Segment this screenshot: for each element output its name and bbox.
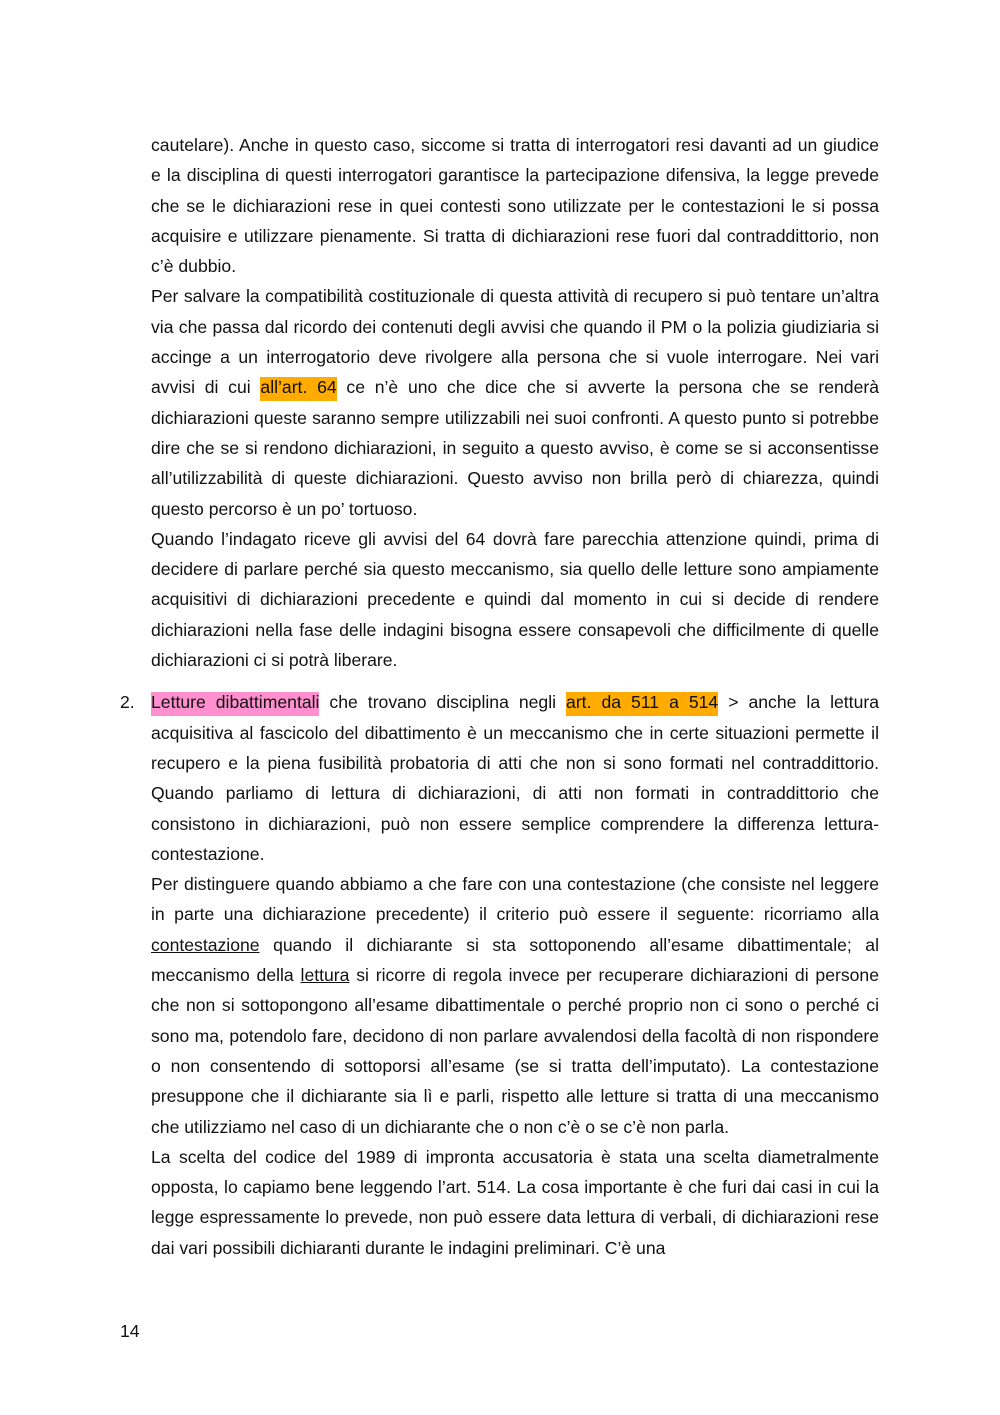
paragraph-avvisi-art-64 bbox=[151, 281, 879, 523]
highlight-letture-dibattimentali: Letture dibattimentali bbox=[151, 692, 319, 716]
document-body bbox=[120, 130, 880, 1263]
paragraph-text: si ricorre di regola invece per recuperare dichiarazioni di persone che non si sottopongono all’esame dibattimentale o perché proprio non ci sono o perché ci sono ma, potendolo fare, decidono di non parlare avvalendosi della facoltà di non rispondere o non consentendo di sottoporsi all’esame (se si tratta dell’imputato). La contestazione presuppone che il dichiarante sia lì e parli, rispetto alle letture si tratta di una meccanismo che utilizziamo nel caso di un dichiarante che o non c’è o se c’è non parla. bbox=[151, 965, 880, 1137]
paragraph-text: Per distinguere quando abbiamo a che fare con una contestazione (che consiste nel leggere in parte una dichiarazione precedente) il criterio può essere il seguente: ricorriamo alla bbox=[151, 874, 879, 925]
paragraph-text: quando il dichiarante si sta sottoponendo all’esame dibattimentale; al meccanismo della bbox=[151, 934, 879, 986]
highlight-art-64: all’art. 64 bbox=[260, 377, 336, 401]
paragraph-letture bbox=[151, 687, 879, 869]
paragraph-indagato: Quando l’indagato riceve gli avvisi del 64 dovrà fare parecchia attenzione quindi, prima di decidere di parlare perché sia questo meccanismo, sia quello delle letture sono ampiamente acquisitivi di dichiarazioni precedente e quindi dal momento in cui si decide di rendere dichiarazioni nella fase delle indagini bisogna essere consapevoli che difficilmente di quelle dichiarazioni ci si potrà liberare. bbox=[151, 528, 879, 671]
page-number: 14 bbox=[120, 1321, 140, 1341]
paragraph-interrogatori: cautelare). Anche in questo caso, siccome si tratta di interrogatori resi davanti ad un giudice e la disciplina di questi interrogatori garantisce la partecipazione difensiva, la legge prevede che se le dichiarazioni rese in quei contesti sono utilizzate per le contestazioni le si possa acquisire e utilizzare pienamente. Si tratta di dichiarazioni rese fuori dal contraddittorio, non c’è dubbio. bbox=[151, 135, 879, 277]
paragraph-text: > anche la lettura acquisitiva al fascicolo del dibattimento è un meccanismo che in certe situazioni permette il recupero e la piena fusibilità probatoria di atti che non si sono formati nel contraddittorio. Quando parliamo di lettura di dichiarazioni, di atti non formati in contraddittorio che consistono in dichiarazioni, può non essere semplice comprendere la differenza lettura-contestazione. bbox=[151, 692, 879, 864]
paragraph-text: Per salvare la compatibilità costituzionale di questa attività di recupero si può tentare un’altra via che passa dal ricordo dei contenuti degli avvisi che quando il PM o la polizia giudiziaria si accinge a un interrogatorio deve rivolgere alla persona che si vuole interrogare. Nei vari avvisi di cui bbox=[151, 286, 879, 398]
paragraph-codice-1989: La scelta del codice del 1989 di impronta accusatoria è stata una scelta diametralmente opposta, lo capiamo bene leggendo l’art. 514. La cosa importante è che furi dai casi in cui la legge espressamente lo prevede, non può essere data lettura di verbali, di dichiarazioni rese dai vari possibili dichiaranti durante le indagini preliminari. C’è una bbox=[151, 1146, 879, 1258]
highlight-art-511-514: art. da 511 a 514 bbox=[566, 692, 718, 716]
paragraph-text: che trovano disciplina negli bbox=[319, 692, 567, 713]
paragraph-contestazione-lettura bbox=[151, 869, 879, 1142]
underlined-contestazione: contestazione bbox=[151, 934, 260, 955]
underlined-lettura: lettura bbox=[300, 965, 350, 986]
list-number: 2. bbox=[120, 692, 135, 713]
list-item-letture-dibattimentali bbox=[120, 687, 880, 1263]
paragraph-text: ce n’è uno che dice che si avverte la persona che se renderà dichiarazioni queste saranno sempre utilizzabili nei suoi confronti. A questo punto si potrebbe dire che se si rendono dichiarazioni, in seguito a questo avviso, è come se si acconsentisse all’utilizzabilità di queste dichiarazioni. Questo avviso non brilla però di chiarezza, quindi questo percorso è un po’ tortuoso. bbox=[151, 377, 880, 519]
